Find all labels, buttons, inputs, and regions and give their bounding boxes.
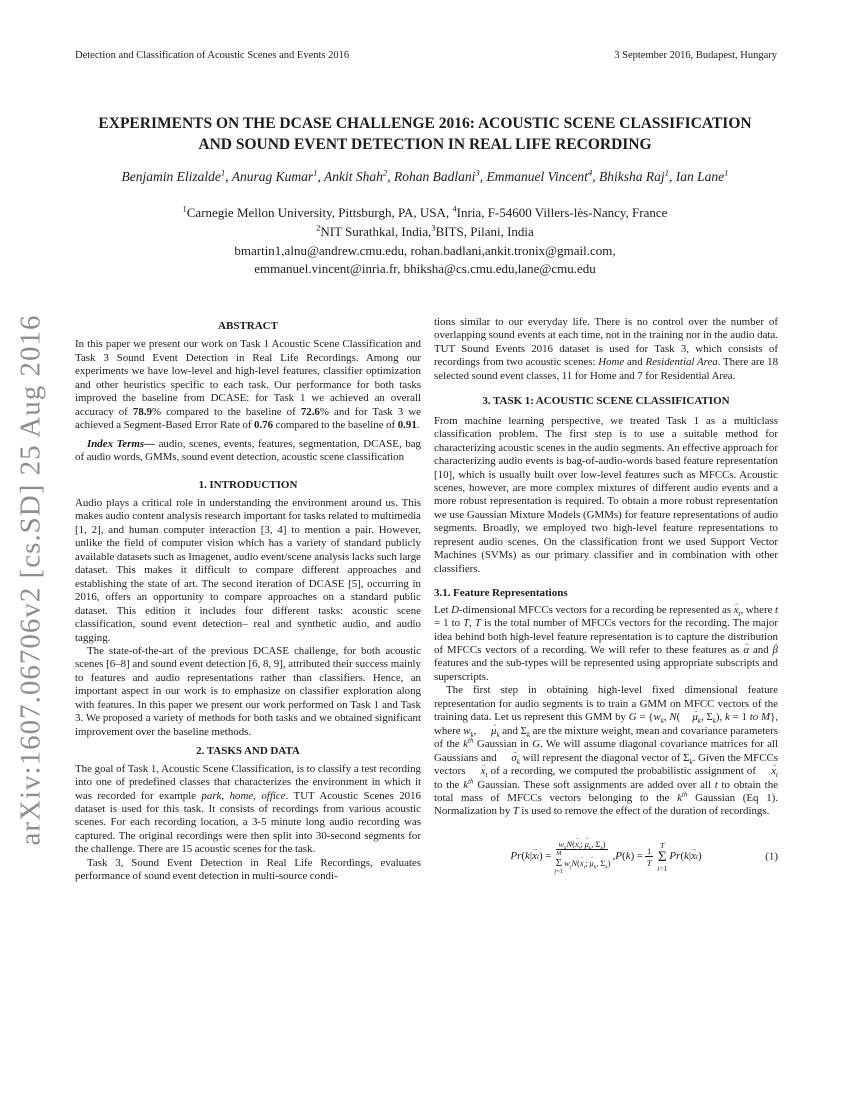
equation-fraction-1-denominator: [553, 850, 610, 875]
equation-tail: Pr ( k | x → t ): [669, 850, 701, 863]
paper-title-line-2: AND SOUND EVENT DETECTION IN REAL LIFE RECORDING: [198, 136, 652, 153]
affiliations-block: [0, 204, 850, 279]
sigma-symbol-small: [554, 851, 563, 875]
sigma-1-upper-limit: M: [556, 850, 562, 858]
sigma-2-upper-limit: T: [660, 841, 665, 851]
page-header: [75, 50, 777, 61]
equation-fraction-1-numerator: $w_kN(x \to_t$; $\mu \to_k$, $\Sigma_k$): [556, 839, 607, 851]
task1-paragraph: From machine learning perspective, we treated Task 1 as a multiclass classification problem. The first step is to use a suitable method for characterizing acoustic scenes in the audio segments. An effective approach for characterizing audio events is bag-of-audio-words based feature representation [10], which is usually built over low-level features such as MFCCs. Acoustic scenes, however, are more complex mixtures of different audio events and a more robust representation is required. To obtain a more robust representation we use Gaussian Mixture Models (GMMs) for feature representations of audio segments. Broadly, we employed two high-level feature representations to represent audio scenes. On the classification front we used Support Vector Machines (SVMs) as our primary classifier and in combination with other classifiers.: [434, 414, 778, 575]
introduction-heading: 1. INTRODUCTION: [198, 478, 298, 491]
header-conference: Detection and Classification of Acoustic Scenes and Events 2016: [75, 50, 350, 61]
arxiv-watermark: arXiv:1607.06706v2 [cs.SD] 25 Aug 2016: [14, 314, 47, 846]
introduction-paragraph-2: The state-of-the-art of the previous DCASE challenge, for both acoustic scenes [6–8] and sound event detection [6, 8, 9], attributed their success mainly to features and audio representations rather than classifiers. Hence, an important aspect in our work is to emphasize on classifier exploration along with features. In this paper we present our work performed on Task 1 and Task 3. We proposed a variety of methods for both tasks and we obtained significant improvement over the baseline methods.: [75, 644, 421, 738]
tasks-paragraph-1: The goal of Task 1, Acoustic Scene Classification, is to classify a test recording into one of predefined classes that characterizes the environment in which it was recorded for example park, home, office. TUT Acoustic Scenes 2016 dataset is used for this task. It consists of recordings from various acoustic scenes. For each recording location, a 3-5 minute long audio recording was captured. The original recordings were then split into 30-second segments for the challenge. There are 15 acoustic scenes for the task.: [75, 762, 421, 856]
task1-heading: 3. TASK 1: ACOUSTIC SCENE CLASSIFICATION: [482, 395, 730, 408]
equation-lhs: Pr ( k | x → t ) =: [510, 850, 551, 863]
sigma-1-glyph: Σ: [555, 856, 562, 869]
feature-representations-heading: 3.1. Feature Representations: [434, 587, 568, 600]
paper-title-line-1: EXPERIMENTS ON THE DCASE CHALLENGE 2016: ACOUSTIC SCENE CLASSIFICATION: [98, 115, 752, 132]
affiliation-emails-1: bmartin1,alnu@andrew.cmu.edu, rohan.badlani,ankit.tronix@gmail.com,: [234, 242, 616, 258]
tasks-and-data-heading: 2. TASKS AND DATA: [196, 745, 300, 758]
affiliation-line-1: $^1$Carnegie Mellon University, Pittsburgh, PA, USA, $^4$Inria, F-54600 Villers-lès-Nancy, France: [182, 203, 668, 220]
header-date-location: 3 September 2016, Budapest, Hungary: [614, 50, 777, 61]
left-column: [75, 316, 421, 884]
right-column: [434, 316, 778, 875]
features-paragraph-1: Let D-dimensional MFCCs vectors for a recording be represented as $x \to_t$, where t = 1 to T, T is the total number of MFCCs vectors for the recording. The major idea behind both high-level feature representation is to capture the distribution of MFCCs vectors of a recording. We will refer to these features as α → and β → features and the sub-types will be represented using appropriate subscripts and superscripts.: [434, 604, 778, 685]
affiliation-line-2: $^2$NIT Surathkal, India,$^3$BITS, Pilani, India: [316, 222, 534, 239]
equation-fraction-2: [645, 846, 653, 869]
sigma-symbol-big: [657, 842, 667, 872]
equation-fraction-1: [553, 839, 610, 876]
tasks-continued-paragraph: tions similar to our everyday life. There is no control over the number of overlapping sound events at each time, not in the training nor in the audio data. TUT Sound Events 2016 dataset is used for Task 3, which consists of recordings from two acoustic scenes: Home and Residential Area. There are 18 selected sound event classes, 11 for Home and 7 for Residential Area.: [434, 316, 779, 382]
equation-fraction-2-denominator: T: [646, 858, 652, 869]
paper-title: [0, 113, 850, 155]
introduction-paragraph-1: Audio plays a critical role in understanding the environment around us. This makes audio content analysis research important for tasks related to multimedia [1, 2], and human computer interaction [3, 4] to mention a pair. However, unlike the field of computer vision which has a variety of standard publicly available datasets such as Imagenet, audio event/scene analysis lacks such large dataset. This makes it difficult to compare different approaches and establishing the state of art. The second iteration of DCASE [5], occurring in 2016, offers an opportunity to compare approaches on a standard public dataset. This edition it includes four different tasks: acoustic scene classification, sound event detection– real and synthetic audio, and audio tagging.: [75, 496, 421, 644]
equation-number: (1): [765, 850, 778, 863]
sigma-2-glyph: Σ: [657, 848, 667, 865]
equation-denominator-rest: $w_jN(x \to_t$; $\mu \to_k$, $\Sigma_k$): [564, 858, 610, 869]
index-terms-paragraph: Index Terms— audio, scenes, events, features, segmentation, DCASE, bag of audio words, GMMs, sound event detection, acoustic scene classification: [75, 437, 422, 464]
abstract-heading: ABSTRACT: [218, 320, 278, 332]
equation-1: [434, 839, 778, 876]
tasks-paragraph-2: Task 3, Sound Event Detection in Real Life Recordings, evaluates performance of sound event detection in multi-source condi-: [75, 856, 421, 883]
equation-mid: , P ( k ) =: [612, 850, 643, 863]
sigma-2-lower-limit: i=1: [657, 863, 668, 873]
features-paragraph-2: The first step in obtaining high-level fixed dimensional feature representation for audio segments is to train a GMM on MFCC vectors of the training data. Let us represent this GMM by $G = \{w_k$, N( $\mu \to_k$, $\Sigma_k$), k = 1 to M}, where $w_k$, $\mu \to_k$ and $\Sigma_k$ are the mixture weight, mean and covariance parameters of the $k^{th}$ Gaussian in G. We will assume diagonal covariance matrices for all Gaussians and $\sigma \to_k$ will represent the diagonal vector of $\Sigma_k$. Given the MFCCs vectors $x \to_t$ of a recording, we computed the probabilistic assignment of $x \to_t$ to the $k^{th}$ Gaussian. These soft assignments are added over all t to obtain the total mass of MFCCs vectors belonging to the $k^{th}$ Gaussian (Eq 1). Normalization by T is used to remove the effect of the duration of recordings.: [434, 684, 778, 819]
authors-line: Benjamin Elizalde$^1$, Anurag Kumar$^1$, Ankit Shah$^2$, Rohan Badlani$^3$, Emmanuel Vincent$^4$, Bhiksha Raj$^1$, Ian Lane$^1$: [121, 167, 729, 184]
sigma-1-lower-limit: j=1: [554, 867, 564, 875]
equation-fraction-2-numerator: 1: [647, 845, 652, 856]
abstract-paragraph: In this paper we present our work on Task 1 Acoustic Scene Classification and Task 3 Sound Event Detection in Real Life Recordings. Among our experiments we have low-level and high-level features, classifier optimization and other heuristics specific to each task. Our performance for both tasks improved the baseline from DCASE: for Task 1 we achieved an overall accuracy of 78.9% compared to the baseline of 72.6% and for Task 3 we achieved a Segment-Based Error Rate of 0.76 compared to the baseline of 0.91.: [75, 338, 421, 432]
affiliation-emails-2: emmanuel.vincent@inria.fr, bhiksha@cs.cmu.edu,lane@cmu.edu: [254, 261, 596, 277]
